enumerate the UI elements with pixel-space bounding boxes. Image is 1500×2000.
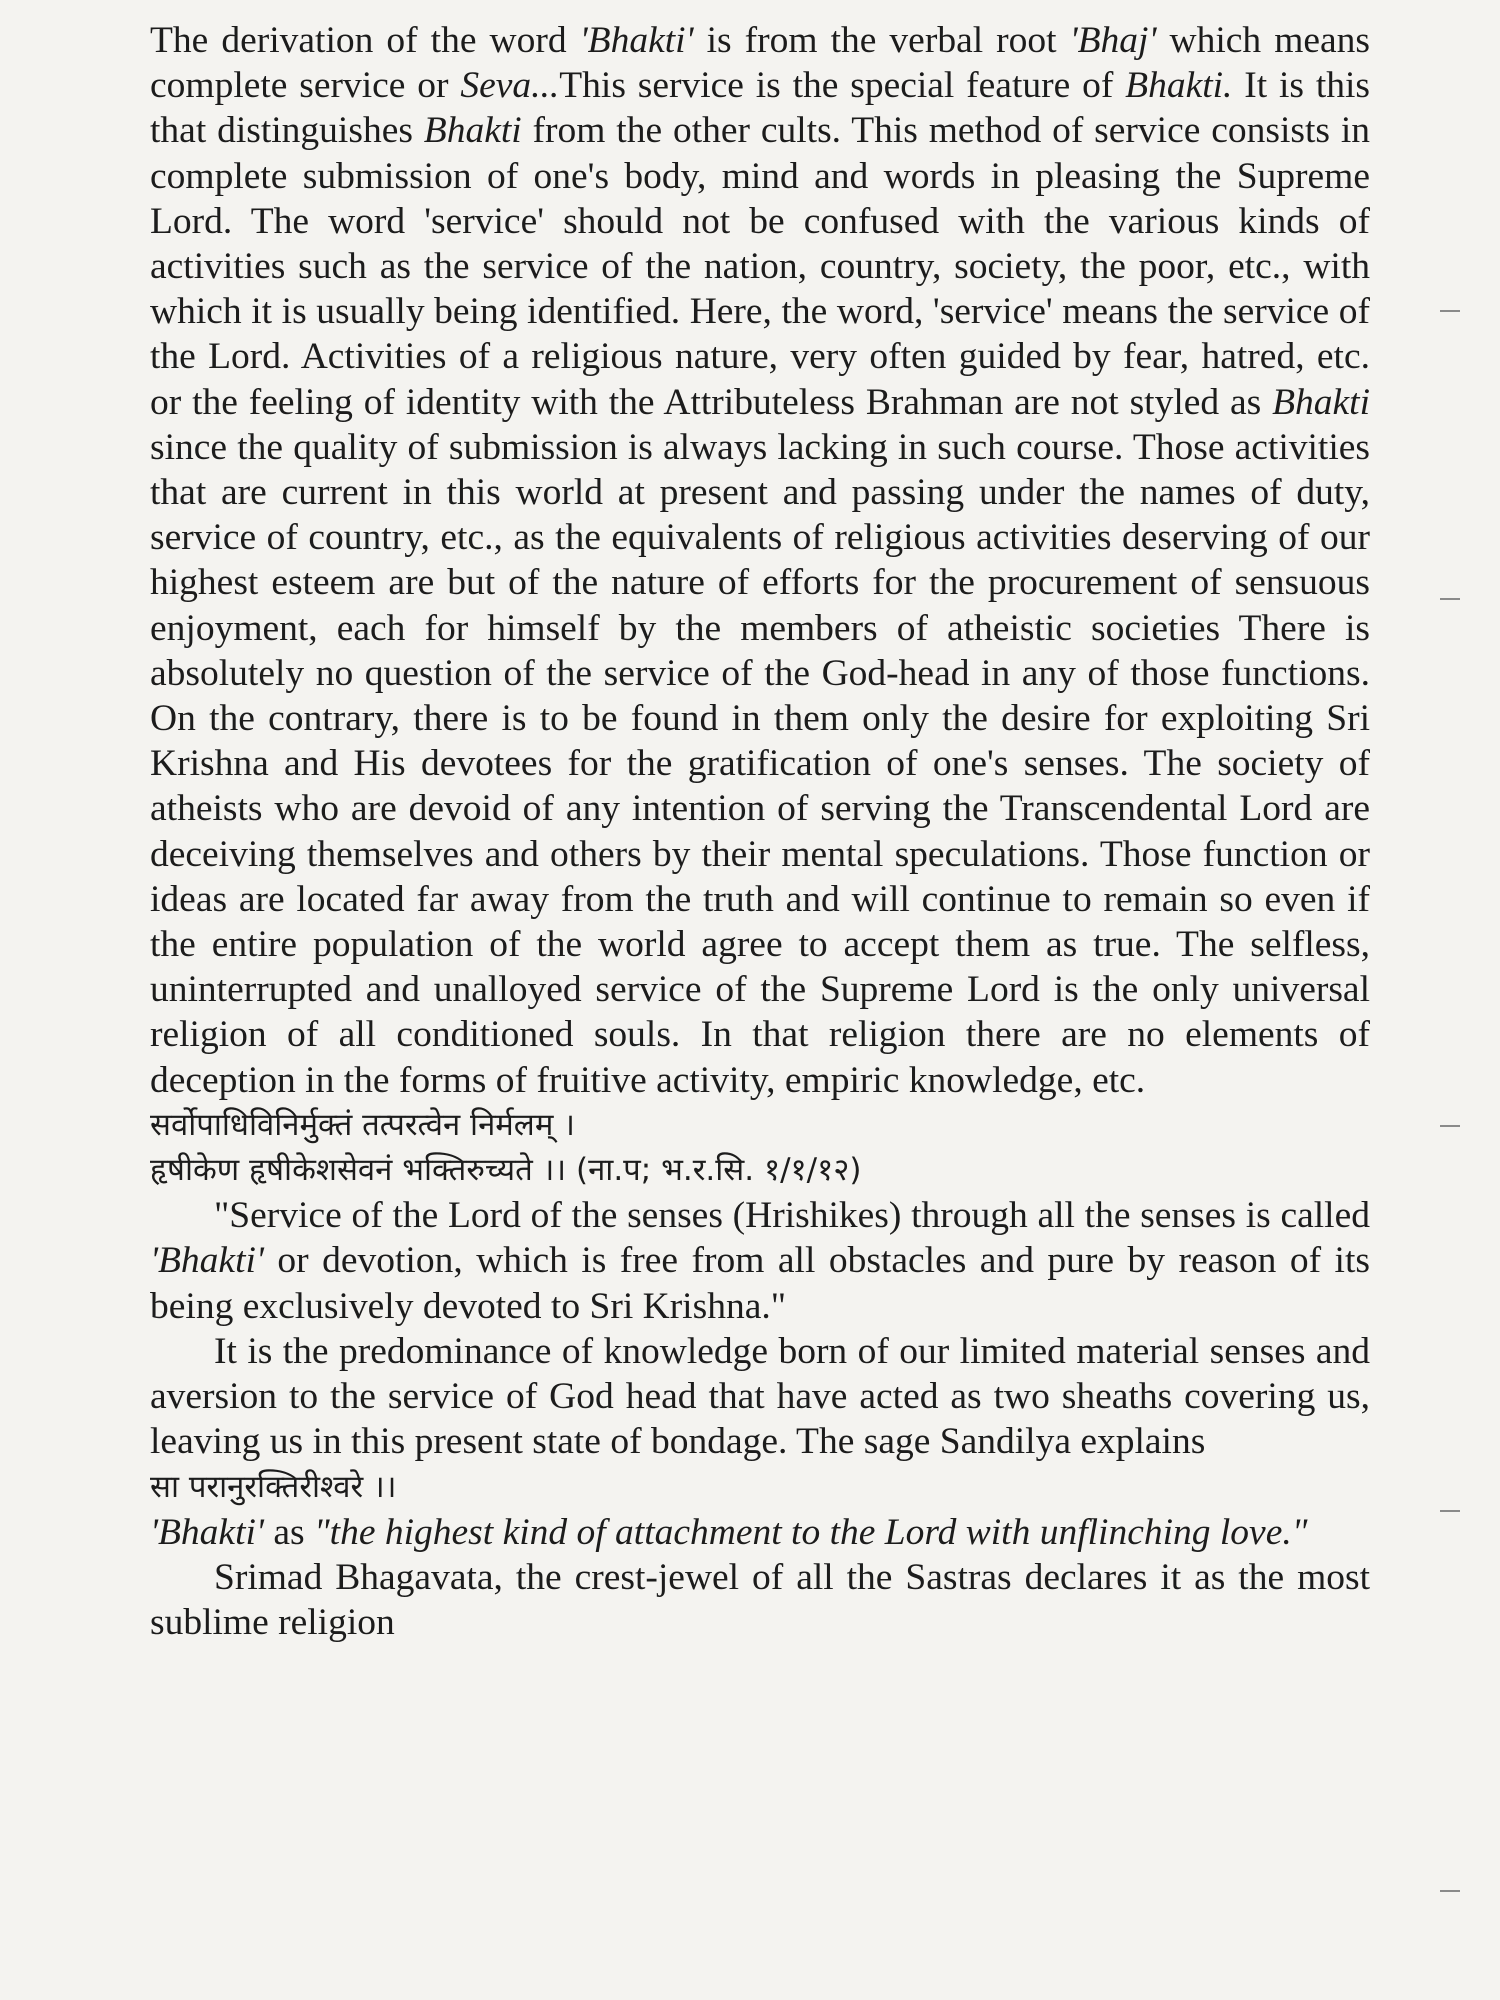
text-run: "Service of the Lord of the senses (Hrishikes) through all the senses is called xyxy=(214,1195,1370,1237)
italic-term: Bhakti xyxy=(423,110,522,152)
italic-term: Bhakti. xyxy=(1125,65,1233,107)
text-run: from the other cults. This method of service consists in complete submission of one's body, mind and words in pleasing the Supreme Lord. The word 'service' should not be confused with the various kinds of activities such as the service of the nation, country, society, the poor, etc., with which it is usually being identified. Here, the word, 'service' means the service of the Lord. Activities of a religious nature, very often guided by fear, hatred, etc. or the feeling of identity with the Attributeless Brahman are not styled as xyxy=(150,110,1370,423)
text-run: Srimad Bhagavata, the crest-jewel of all the Sastras declares it as the most sublime religion xyxy=(150,1556,1370,1644)
italic-term: 'Bhakti' xyxy=(579,20,694,61)
margin-tick xyxy=(1440,1890,1460,1892)
paragraph-srimad-bhagavata xyxy=(150,1555,1370,1645)
text-run: since the quality of submission is always lacking in such course. Those activities that are current in this world at present and passing under the names of duty, service of country, etc., as the equivalents of religious activities deserving of our highest esteem are but of the nature of efforts for the procurement of sensuous enjoyment, each for himself by the members of atheistic societies There is absolutely no question of the service of the God-head in any of those functions. On the contrary, there is to be found in them only the desire for exploiting Sri Krishna and His devotees for the gratification of one's senses. The society of atheists who are devoid of any intention of serving the Transcendental Lord are deceiving themselves and others by their mental speculations. Those function or ideas are located far away from the truth and will continue to remain so even if the entire population of the world agree to accept them as true. The selfless, uninterrupted and unalloyed service of the Supreme Lord is the only universal religion of all conditioned souls. In that religion there are no elements of deception in the forms of fruitive activity, empiric knowledge, etc. xyxy=(150,426,1370,1101)
sanskrit-verse-line-2: हृषीकेण हृषीकेशसेवनं भक्तिरुच्यते ।। (ना.प; भ.र.सि. १/१/१२) xyxy=(150,1152,862,1189)
italic-term: Seva... xyxy=(460,65,560,107)
text-run: as xyxy=(263,1511,314,1553)
sanskrit-verse-line-1: सर्वोपाधिविनिर्मुक्तं तत्परत्वेन निर्मलम् । xyxy=(150,1106,575,1143)
sanskrit-sutra: सा परानुरक्तिरीश्वरे ।। xyxy=(150,1468,397,1505)
text-run: It is this that distinguishes xyxy=(150,65,1370,152)
paragraph-sandilya-definition xyxy=(150,1510,1370,1555)
paragraph-sheaths xyxy=(150,1329,1370,1465)
text-run: which means complete service or xyxy=(150,20,1370,107)
italic-term: "the highest kind of attachment to the Lord with unflinching love." xyxy=(313,1511,1308,1553)
paragraph-bhakti-derivation xyxy=(150,18,1370,1103)
italic-term: Bhakti xyxy=(1272,381,1370,423)
margin-tick xyxy=(1440,1125,1460,1127)
text-run: or devotion, which is free from all obstacles and pure by reason of its being exclusively devoted to Sri Krishna." xyxy=(150,1240,1370,1327)
document-page xyxy=(150,18,1370,1645)
paragraph-verse-translation xyxy=(150,1193,1370,1329)
text-run: This service is the special feature of xyxy=(559,65,1126,107)
italic-term: 'Bhaj' xyxy=(1069,20,1157,61)
text-run: The derivation of the word xyxy=(150,20,580,61)
margin-tick xyxy=(1440,1510,1460,1512)
italic-term: 'Bhakti' xyxy=(150,1511,264,1553)
margin-tick xyxy=(1440,310,1460,312)
margin-tick xyxy=(1440,598,1460,600)
text-run: It is the predominance of knowledge born of our limited material senses and aversion to the service of God head that have acted as two sheaths covering us, leaving us in this present state of bondage. The sage Sandilya explains xyxy=(150,1330,1370,1463)
text-run: is from the verbal root xyxy=(693,20,1070,61)
italic-term: 'Bhakti' xyxy=(150,1240,264,1282)
